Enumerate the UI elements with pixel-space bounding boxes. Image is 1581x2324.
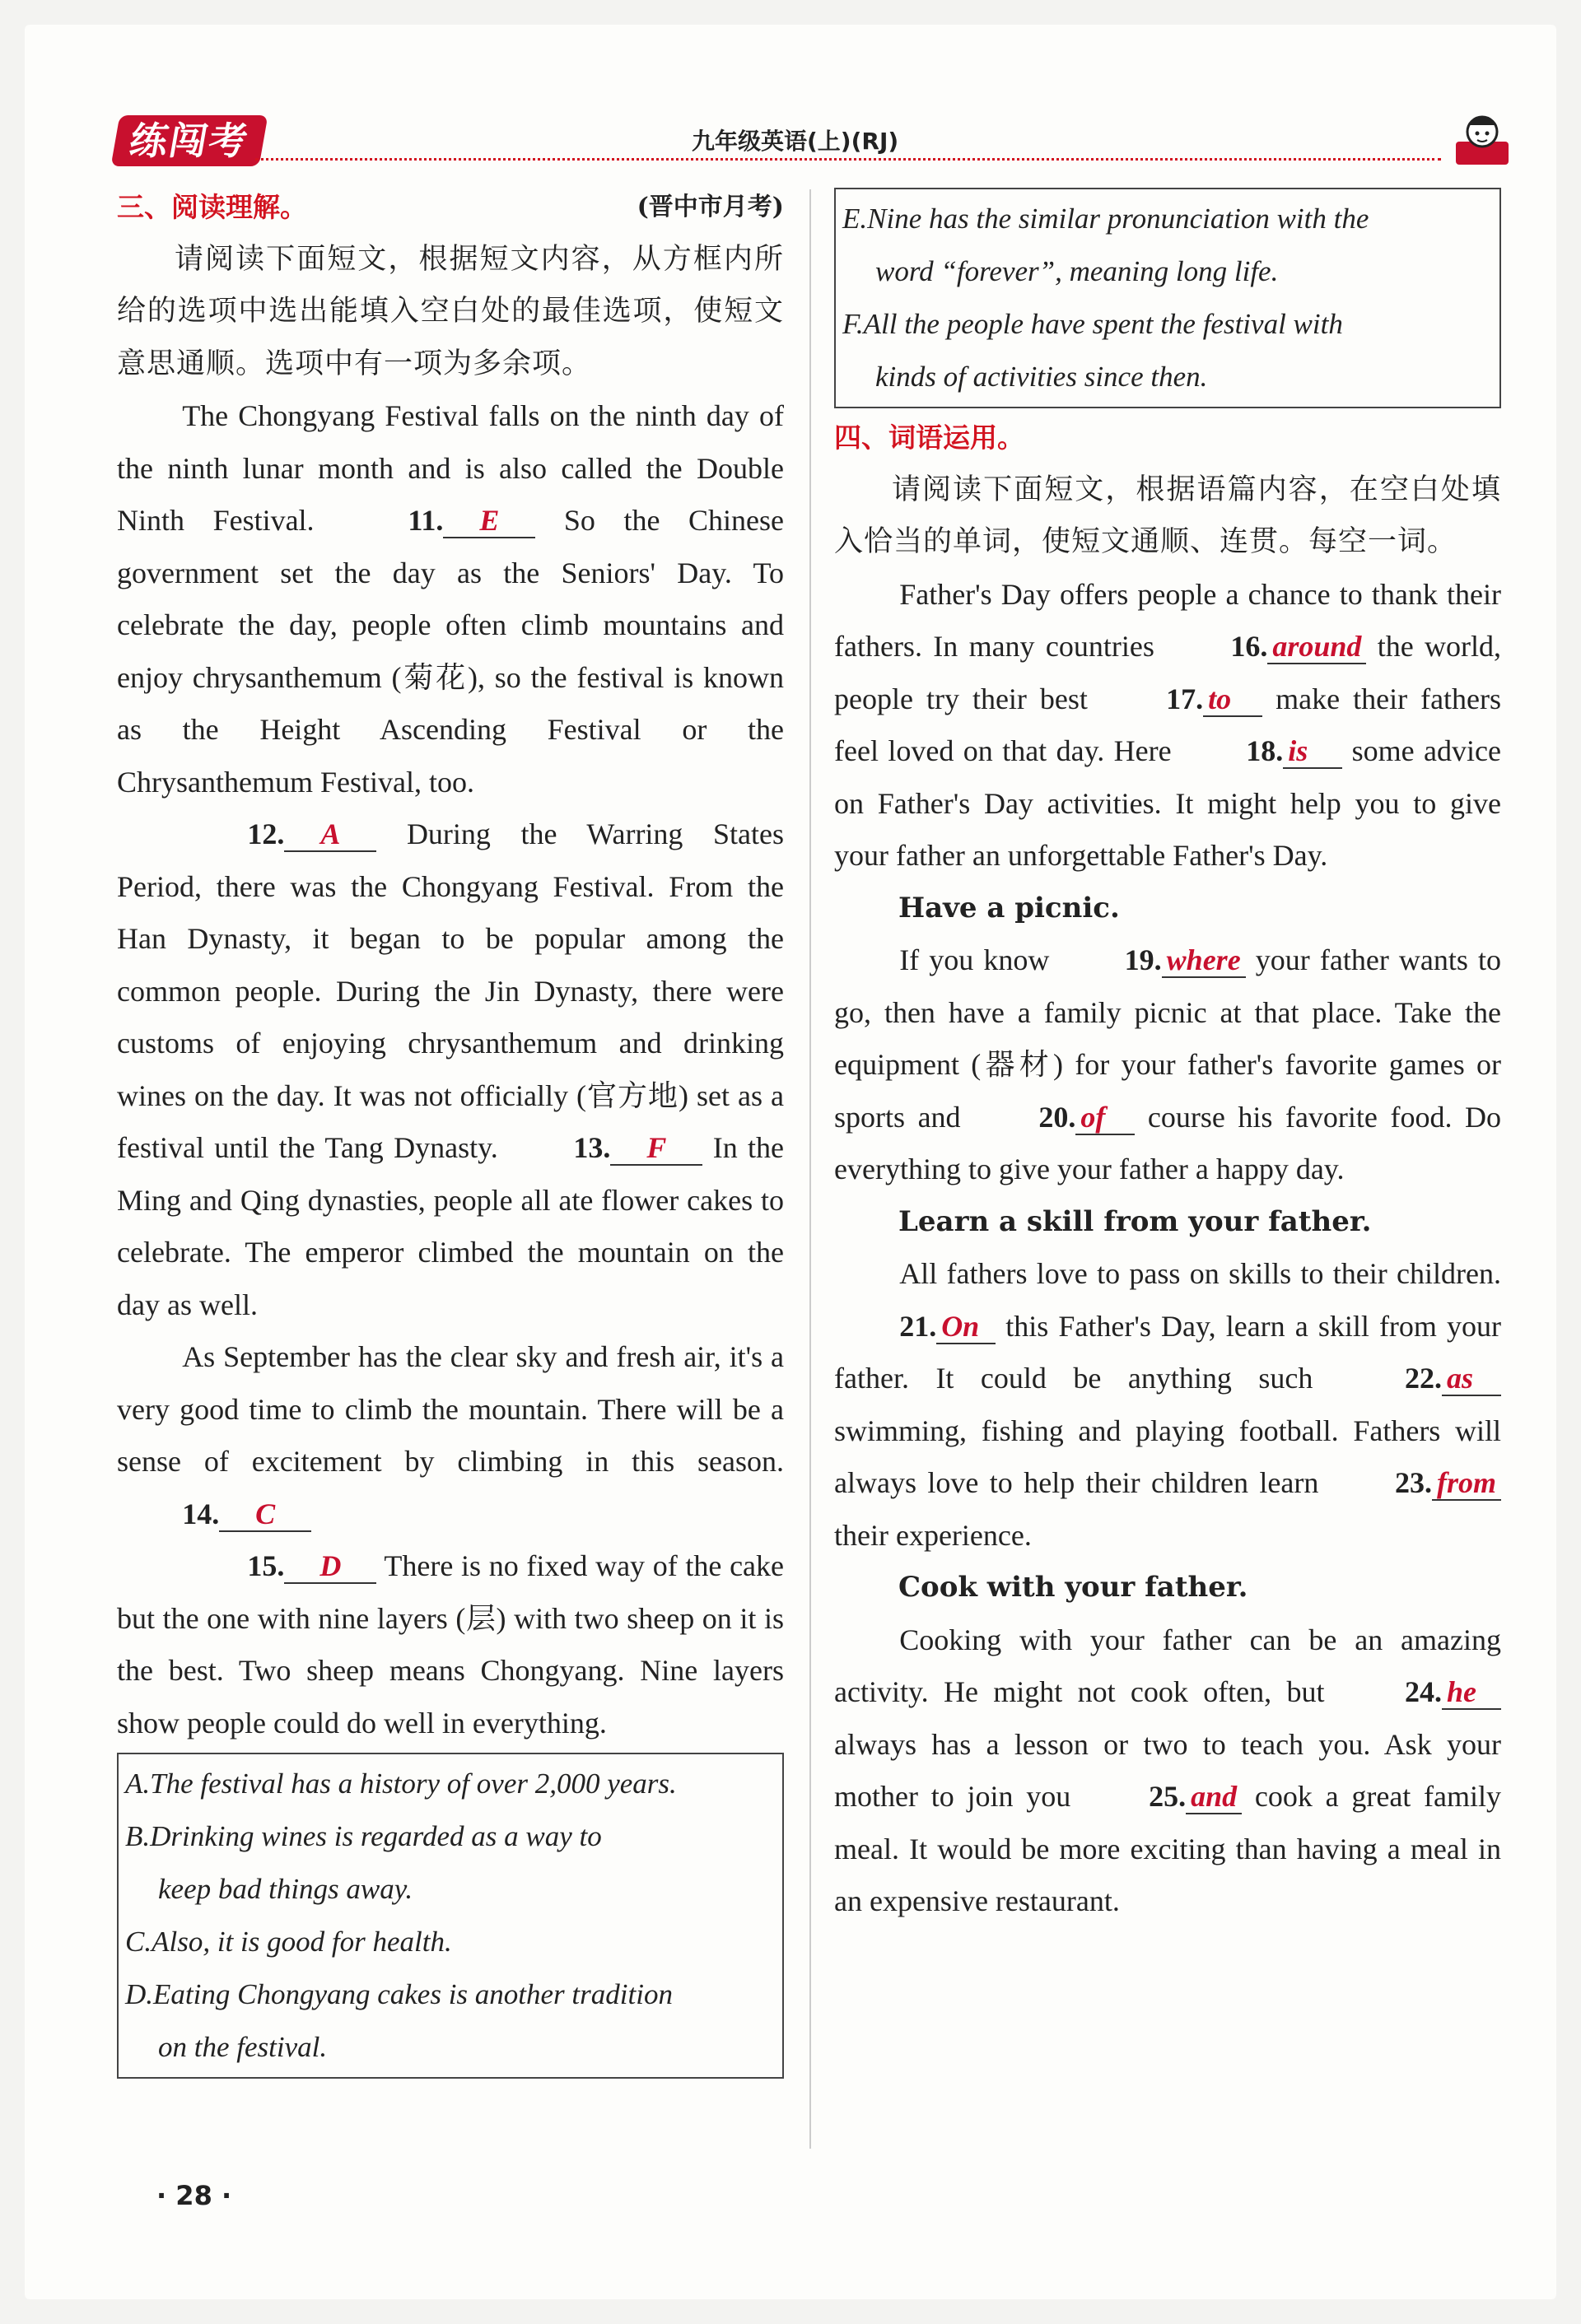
text: their experience. [834,1518,1032,1552]
blank-number: 15. [247,1549,285,1582]
blank-answer: where [1162,943,1246,978]
blank-number: 13. [573,1131,611,1164]
text: As September has the clear sky and fresh air, it's a very good time to climb the mountain. There will be a sense of excitement by climbing in this season. [117,1340,784,1478]
section-4-instruction: 请阅读下面短文，根据语篇内容，在空白处填入恰当的单词，使短文通顺、连贯。每空一词。 [834,473,1501,558]
blank-answer: around [1267,630,1366,664]
text: All fathers love to pass on skills to their children. [899,1257,1501,1290]
section-word-use [834,188,1501,1928]
blank-answer: C [219,1497,311,1532]
answer-blank-20 [973,1092,1135,1144]
blank-answer: On [936,1310,996,1344]
answer-blank-18 [1181,725,1342,778]
page-number: · 28 · [156,2180,232,2211]
option-b-continued: keep bad things away. [158,1873,413,1905]
text: this Father's Day, learn a skill from your father. It could be anything such [834,1309,1502,1395]
answer-blank-25 [1084,1771,1242,1823]
word-paragraph-4 [834,1614,1501,1928]
blank-number: 24. [1405,1675,1443,1708]
blank-answer: he [1442,1675,1501,1710]
blank-number: 22. [1405,1362,1443,1395]
answer-blank-19 [1059,934,1245,987]
option-f: F.All the people have spent the festival with [842,308,1343,340]
text: some advice on Father's Day activities. It might help you to give your father an unforgettable Father's Day. [834,734,1501,872]
text: cook a great family meal. It would be more exciting than having a meal in an expensive restaurant. [834,1780,1502,1917]
blank-answer: A [284,817,376,852]
option-b: B.Drinking wines is regarded as a way to [125,1820,602,1852]
answer-blank-13 [508,1122,702,1175]
header-title: 九年级英语(上)(RJ) [683,123,907,156]
blank-answer: D [284,1549,376,1584]
options-box-a-d [117,1753,784,2079]
blank-answer: F [610,1131,702,1166]
text: There is no fixed way of the cake but the one with nine layers (层) with two sheep on it is the best. Two sheep means Chongyang. Nine layers show people could do well in everything. [117,1549,785,1740]
option-c: C.Also, it is good for health. [125,1926,452,1958]
answer-blank-17 [1101,673,1262,726]
text: In the Ming and Qing dynasties, people all ate flower cakes to celebrate. The emperor climbed the mountain on the day as well. [117,1131,785,1321]
word-paragraph-3 [834,1248,1501,1562]
option-d: D.Eating Chongyang cakes is another tradition [125,1978,673,2010]
answer-blank-11 [343,495,535,547]
blank-answer: to [1203,682,1262,717]
blank-number: 16. [1230,630,1268,663]
subheading-cook: Cook with your father. [898,1571,1248,1604]
blank-answer: E [443,504,535,538]
text: the world, people try their best [834,630,1502,715]
answer-blank-22 [1340,1353,1501,1405]
section-3-title: 三、阅读理解。 [117,191,307,223]
blank-number: 23. [1395,1466,1433,1499]
blank-answer: of [1075,1101,1135,1135]
reading-paragraph-4 [117,1540,784,1749]
blank-answer: and [1186,1780,1242,1814]
text: your father wants to go, then have a family picnic at that place. Take the equipment (器材) for your father's favorite games or sports and [834,943,1502,1134]
answer-blank-14 [117,1488,311,1541]
section-3-instruction: 请阅读下面短文，根据短文内容，从方框内所给的选项中选出能填入空白处的最佳选项，使短文意思通顺。选项中有一项为多余项。 [117,242,784,380]
answer-blank-21 [834,1301,996,1353]
answer-blank-15 [182,1540,376,1593]
section-reading [117,181,784,2079]
word-paragraph-1 [834,569,1501,883]
blank-number: 25. [1149,1780,1187,1813]
text: During the Warring States Period, there was the Chongyang Festival. From the Han Dynasty, it began to be popular among the common people. During the Jin Dynasty, there were customs of enjoying chrysanthemum and drinking wines on the day. It was not officially (官方地) set as a festival until the Tang Dynasty. [117,817,784,1164]
subheading-skill: Learn a skill from your father. [898,1204,1372,1238]
reading-paragraph-1 [117,390,784,808]
options-box-e-f [834,188,1501,408]
blank-number: 21. [899,1309,937,1343]
option-e: E.Nine has the similar pronunciation with the [842,203,1369,235]
text: swimming, fishing and playing football. Fathers will always love to help their children learn [834,1413,1501,1499]
blank-number: 20. [1038,1100,1076,1134]
option-a: A.The festival has a history of over 2,000 years. [125,1767,677,1800]
blank-number: 19. [1124,943,1162,976]
mascot-icon [1449,109,1515,168]
answer-blank-16 [1165,621,1366,673]
text: So the Chinese government set the day as the Seniors' Day. To celebrate the day, people often climb mountains and enjoy chrysanthemum (菊花), so the festival is known as the Height Ascending Festival or the Chrysanthemum Festival, too. [117,504,784,799]
word-paragraph-2 [834,934,1501,1196]
text: If you know [899,943,1050,976]
blank-number: 14. [182,1497,220,1530]
blank-number: 18. [1246,734,1284,767]
brand-logo: 练闯考 [111,115,268,166]
section-4-title: 四、词语运用。 [834,421,1024,454]
section-3-heading [117,181,784,234]
blank-answer: from [1432,1466,1501,1501]
text: Cooking with your father can be an amazing activity. He might not cook often, but [834,1623,1501,1708]
option-d-continued: on the festival. [158,2031,328,2063]
page-header [115,115,1515,173]
reading-paragraph-3 [117,1331,784,1540]
blank-answer: is [1283,734,1342,769]
answer-blank-23 [1330,1457,1501,1510]
section-3-source: (晋中市月考) [637,193,784,221]
blank-answer: as [1442,1362,1501,1396]
blank-number: 12. [247,817,285,850]
text: always has a lesson or two to teach you. Ask your mother to join you [834,1727,1501,1813]
text: make their fathers feel loved on that day. Here [834,682,1502,767]
blank-number: 11. [408,504,444,537]
text: course his favorite food. Do everything to give your father a happy day. [834,1100,1502,1185]
subheading-picnic: Have a picnic. [898,891,1120,924]
column-divider [809,189,811,2149]
option-e-continued: word “forever”, meaning long life. [875,255,1279,287]
option-f-continued: kinds of activities since then. [875,361,1208,393]
reading-paragraph-2 [117,808,784,1331]
header-dotted-rule [255,158,1441,161]
section-4-heading [834,412,1501,464]
answer-blank-12 [182,808,376,861]
text: Father's Day offers people a chance to thank their fathers. In many countries [834,577,1501,663]
text: The Chongyang Festival falls on the ninth day of the ninth lunar month and is also called the Double Ninth Festival. [117,399,784,537]
blank-number: 17. [1166,682,1204,715]
answer-blank-24 [1340,1666,1501,1719]
